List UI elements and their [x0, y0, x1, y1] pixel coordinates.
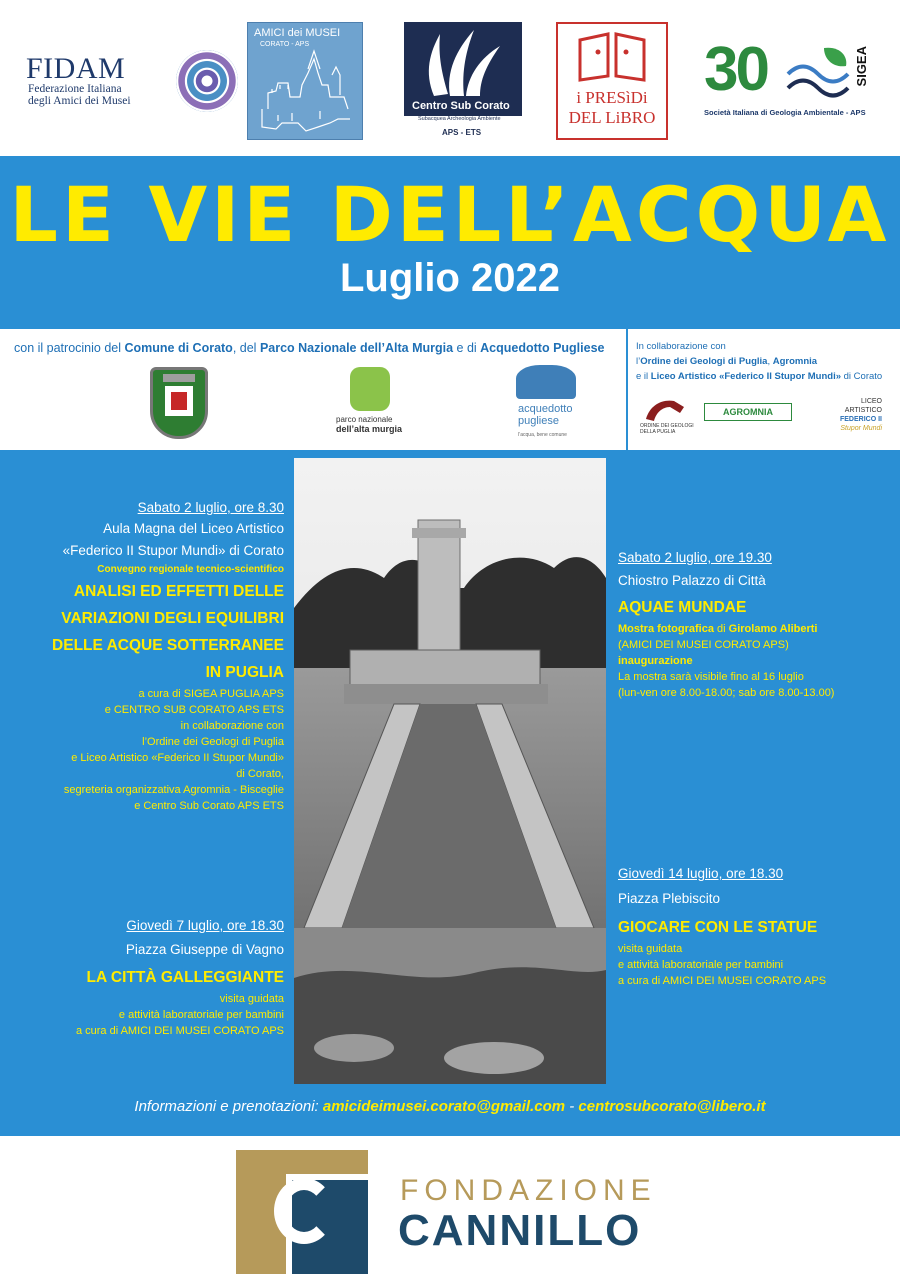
event1-detail5: e Liceo Artistico «Federico II Stupor Mundi»	[71, 752, 284, 764]
event3-detail2: e attività laboratoriale per bambini	[118, 1009, 284, 1021]
liceo-logo-line3: FEDERICO II	[839, 416, 882, 423]
liceo-logo-line1: LICEO	[860, 398, 882, 405]
event2-photographer: Girolamo Aliberti	[728, 623, 818, 635]
patronage-sep1: , del	[232, 341, 260, 355]
sub-corato-subtitle: Subacquea Archeologia Ambiente	[418, 116, 501, 122]
event3-date: Giovedì 7 luglio, ore 18.30	[126, 918, 284, 933]
collab-line3	[636, 369, 896, 384]
fountain-photo-illustration	[294, 458, 606, 1084]
event1-title-line3: DELLE ACQUE SOTTERRANEE	[52, 637, 284, 654]
event2-detail4: La mostra sarà visibile fino al 16 luglio	[618, 671, 804, 683]
event2-date: Sabato 2 luglio, ore 19.30	[618, 550, 772, 565]
collab-line2-sep: ,	[767, 356, 773, 367]
title-band	[0, 156, 900, 326]
event4-detail2: e attività laboratoriale per bambini	[618, 959, 784, 971]
event1-date: Sabato 2 luglio, ore 8.30	[137, 500, 284, 515]
event-card-giocare-con-le-statue	[618, 864, 894, 989]
presidi-line2: DEL LiBRO	[568, 108, 656, 127]
event2-detail2: (AMICI DEI MUSEI CORATO APS)	[618, 639, 789, 651]
event2-detail1-kind: Mostra fotografica	[618, 623, 714, 635]
sponsor-name-line1: FONDAZIONE	[400, 1174, 657, 1207]
fidam-subtitle-line2: degli Amici dei Musei	[28, 95, 131, 107]
collab-line3-prefix: e il	[636, 371, 651, 382]
tree-icon	[516, 365, 576, 399]
collab-line2	[636, 354, 896, 369]
sub-corato-aps: APS - ETS	[442, 128, 482, 137]
agromnia-logo: AGROMNIA	[704, 403, 792, 421]
event1-detail4: l’Ordine dei Geologi di Puglia	[142, 736, 284, 748]
hammer-icon	[640, 395, 696, 423]
contact-label: Informazioni e prenotazioni:	[134, 1098, 323, 1115]
event2-title: AQUAE MUNDAE	[618, 599, 747, 616]
waves-leaf-icon	[784, 44, 854, 104]
collaboration-text	[636, 339, 896, 384]
event1-title-line4: IN PUGLIA	[205, 664, 284, 681]
collab-ordine: Ordine dei Geologi di Puglia	[640, 356, 768, 367]
collab-line3-suffix: di Corato	[841, 371, 883, 382]
logo-gold-top	[236, 1150, 368, 1174]
collab-agromnia: Agromnia	[772, 356, 818, 367]
amici-subtitle: CORATO - APS	[260, 41, 310, 48]
ordine-logo-text: ORDINE DEI GEOLOGI DELLA PUGLIA	[640, 423, 694, 435]
sponsor-footer	[0, 1136, 900, 1286]
presidi-line1: i PRESìDi	[576, 88, 648, 107]
acquedotto-pugliese-logo	[510, 365, 590, 437]
sigea-anniversary-number: 30	[704, 35, 767, 104]
event1-detail1: a cura di SIGEA PUGLIA APS	[138, 688, 284, 700]
aqp-logo-line3: l’acqua, bene comune	[518, 432, 567, 438]
event4-detail3: a cura di AMICI DEI MUSEI CORATO APS	[618, 975, 827, 987]
event1-detail7: segreteria organizzativa Agromnia - Bisceglie	[63, 784, 284, 796]
event4-date: Giovedì 14 luglio, ore 18.30	[618, 866, 784, 881]
amici-title: AMICI dei MUSEI	[254, 27, 341, 39]
page-subtitle: Luglio 2022	[339, 256, 561, 300]
collaboration-logos	[640, 395, 890, 435]
patronage-prefix: con il patrocinio del	[14, 341, 125, 355]
aqp-logo-line1: acquedotto	[518, 403, 573, 415]
collab-intro: In collaborazione con	[636, 341, 726, 352]
sigea-label: Società Italiana di Geologia Ambientale - APS	[704, 108, 866, 117]
contact-email-amici[interactable]: amicideimusei.corato@gmail.com	[322, 1098, 566, 1115]
aqp-logo-text	[518, 403, 572, 441]
event2-detail1-sep: di	[713, 623, 729, 635]
event1-kicker: Convegno regionale tecnico-scientifico	[97, 564, 284, 575]
liceo-artistico-logo	[802, 397, 882, 431]
event-card-convegno	[10, 498, 284, 814]
event4-place: Piazza Plebiscito	[618, 891, 721, 906]
event1-place-line1: Aula Magna del Liceo Artistico	[103, 521, 284, 536]
event1-title-line2: VARIAZIONI DEGLI EQUILIBRI	[61, 610, 284, 627]
ordine-geologi-logo	[640, 395, 696, 433]
amici-dei-musei-logo	[247, 22, 363, 140]
parco-logo-line2: dell’alta murgia	[336, 424, 403, 434]
flame-seaweed-icon	[404, 22, 522, 102]
book-faces-icon	[558, 26, 666, 86]
patronage-strip	[0, 326, 900, 450]
fondazione-cannillo-logo-mark	[236, 1150, 368, 1274]
event3-place: Piazza Giuseppe di Vagno	[125, 942, 284, 957]
parco-alta-murgia-logo	[336, 367, 416, 437]
centro-sub-corato-logo	[404, 22, 522, 140]
castle-sketch-icon	[248, 23, 364, 141]
aqp-logo-line2: pugliese	[518, 415, 559, 427]
patronage-text	[14, 341, 624, 355]
fountain-photo	[294, 458, 606, 1084]
event2-detail5: (lun-ven ore 8.00-18.00; sab ore 8.00-13.00)	[618, 687, 835, 699]
program-section	[0, 450, 900, 1136]
partner-logos-bar	[0, 0, 900, 156]
sub-corato-title: Centro Sub Corato	[412, 100, 510, 112]
patronage-comune: Comune di Corato	[124, 341, 233, 355]
event3-detail1: visita guidata	[219, 993, 284, 1005]
event1-detail3: in collaborazione con	[180, 720, 284, 732]
liceo-logo-line2: ARTISTICO	[844, 407, 882, 414]
collab-liceo: Liceo Artistico «Federico II Stupor Mundi»	[650, 371, 841, 382]
event4-detail1: visita guidata	[618, 943, 683, 955]
comune-crest-icon	[150, 367, 208, 439]
patronage-divider	[626, 329, 628, 453]
presidi-del-libro-logo	[556, 22, 668, 140]
page-title: LE VIE DELL’ACQUA	[9, 170, 891, 259]
event1-title-line1: ANALISI ED EFFETTI DELLE	[73, 583, 284, 600]
sigea-vertical-label: SIGEA	[854, 46, 869, 87]
parco-leaf-icon	[350, 367, 390, 411]
collab-line2-prefix: l’	[636, 356, 641, 367]
event3-detail3: a cura di AMICI DEI MUSEI CORATO APS	[75, 1025, 284, 1037]
event1-detail2: e CENTRO SUB CORATO APS ETS	[104, 704, 284, 716]
fidam-name: FIDAM	[26, 52, 126, 85]
event1-detail8: e Centro Sub Corato APS ETS	[134, 800, 284, 812]
event4-title: GIOCARE CON LE STATUE	[618, 919, 818, 936]
fidam-subtitle	[28, 83, 131, 107]
rose-window-icon	[176, 50, 238, 112]
event-card-aquae-mundae	[618, 548, 894, 701]
patronage-aqp: Acquedotto Pugliese	[480, 341, 605, 355]
fidam-logo	[26, 52, 216, 112]
logo-c-icon	[274, 1178, 334, 1244]
parco-logo-line1: parco nazionale	[336, 415, 393, 424]
event2-detail3: inaugurazione	[618, 655, 693, 667]
patronage-parco: Parco Nazionale dell’Alta Murgia	[259, 341, 454, 355]
event3-title: LA CITTÀ GALLEGGIANTE	[86, 969, 284, 986]
contact-separator: -	[565, 1098, 579, 1115]
event2-place: Chiostro Palazzo di Città	[618, 573, 766, 588]
event1-detail6: di Corato,	[236, 768, 284, 780]
sigea-logo	[704, 35, 882, 122]
fidam-subtitle-line1: Federazione Italiana	[28, 83, 122, 95]
event2-detail1	[618, 621, 894, 637]
contact-email-sub[interactable]: centrosubcorato@libero.it	[578, 1098, 766, 1115]
event1-place-line2: «Federico II Stupor Mundi» di Corato	[62, 543, 284, 558]
liceo-logo-line4: Stupor Mundi	[840, 425, 882, 432]
sponsor-name-line2: CANNILLO	[398, 1206, 642, 1255]
contact-info	[0, 1098, 900, 1115]
parco-logo-text	[336, 415, 426, 434]
patronage-sep2: e di	[453, 341, 481, 355]
event-card-citta-galleggiante	[10, 916, 284, 1039]
